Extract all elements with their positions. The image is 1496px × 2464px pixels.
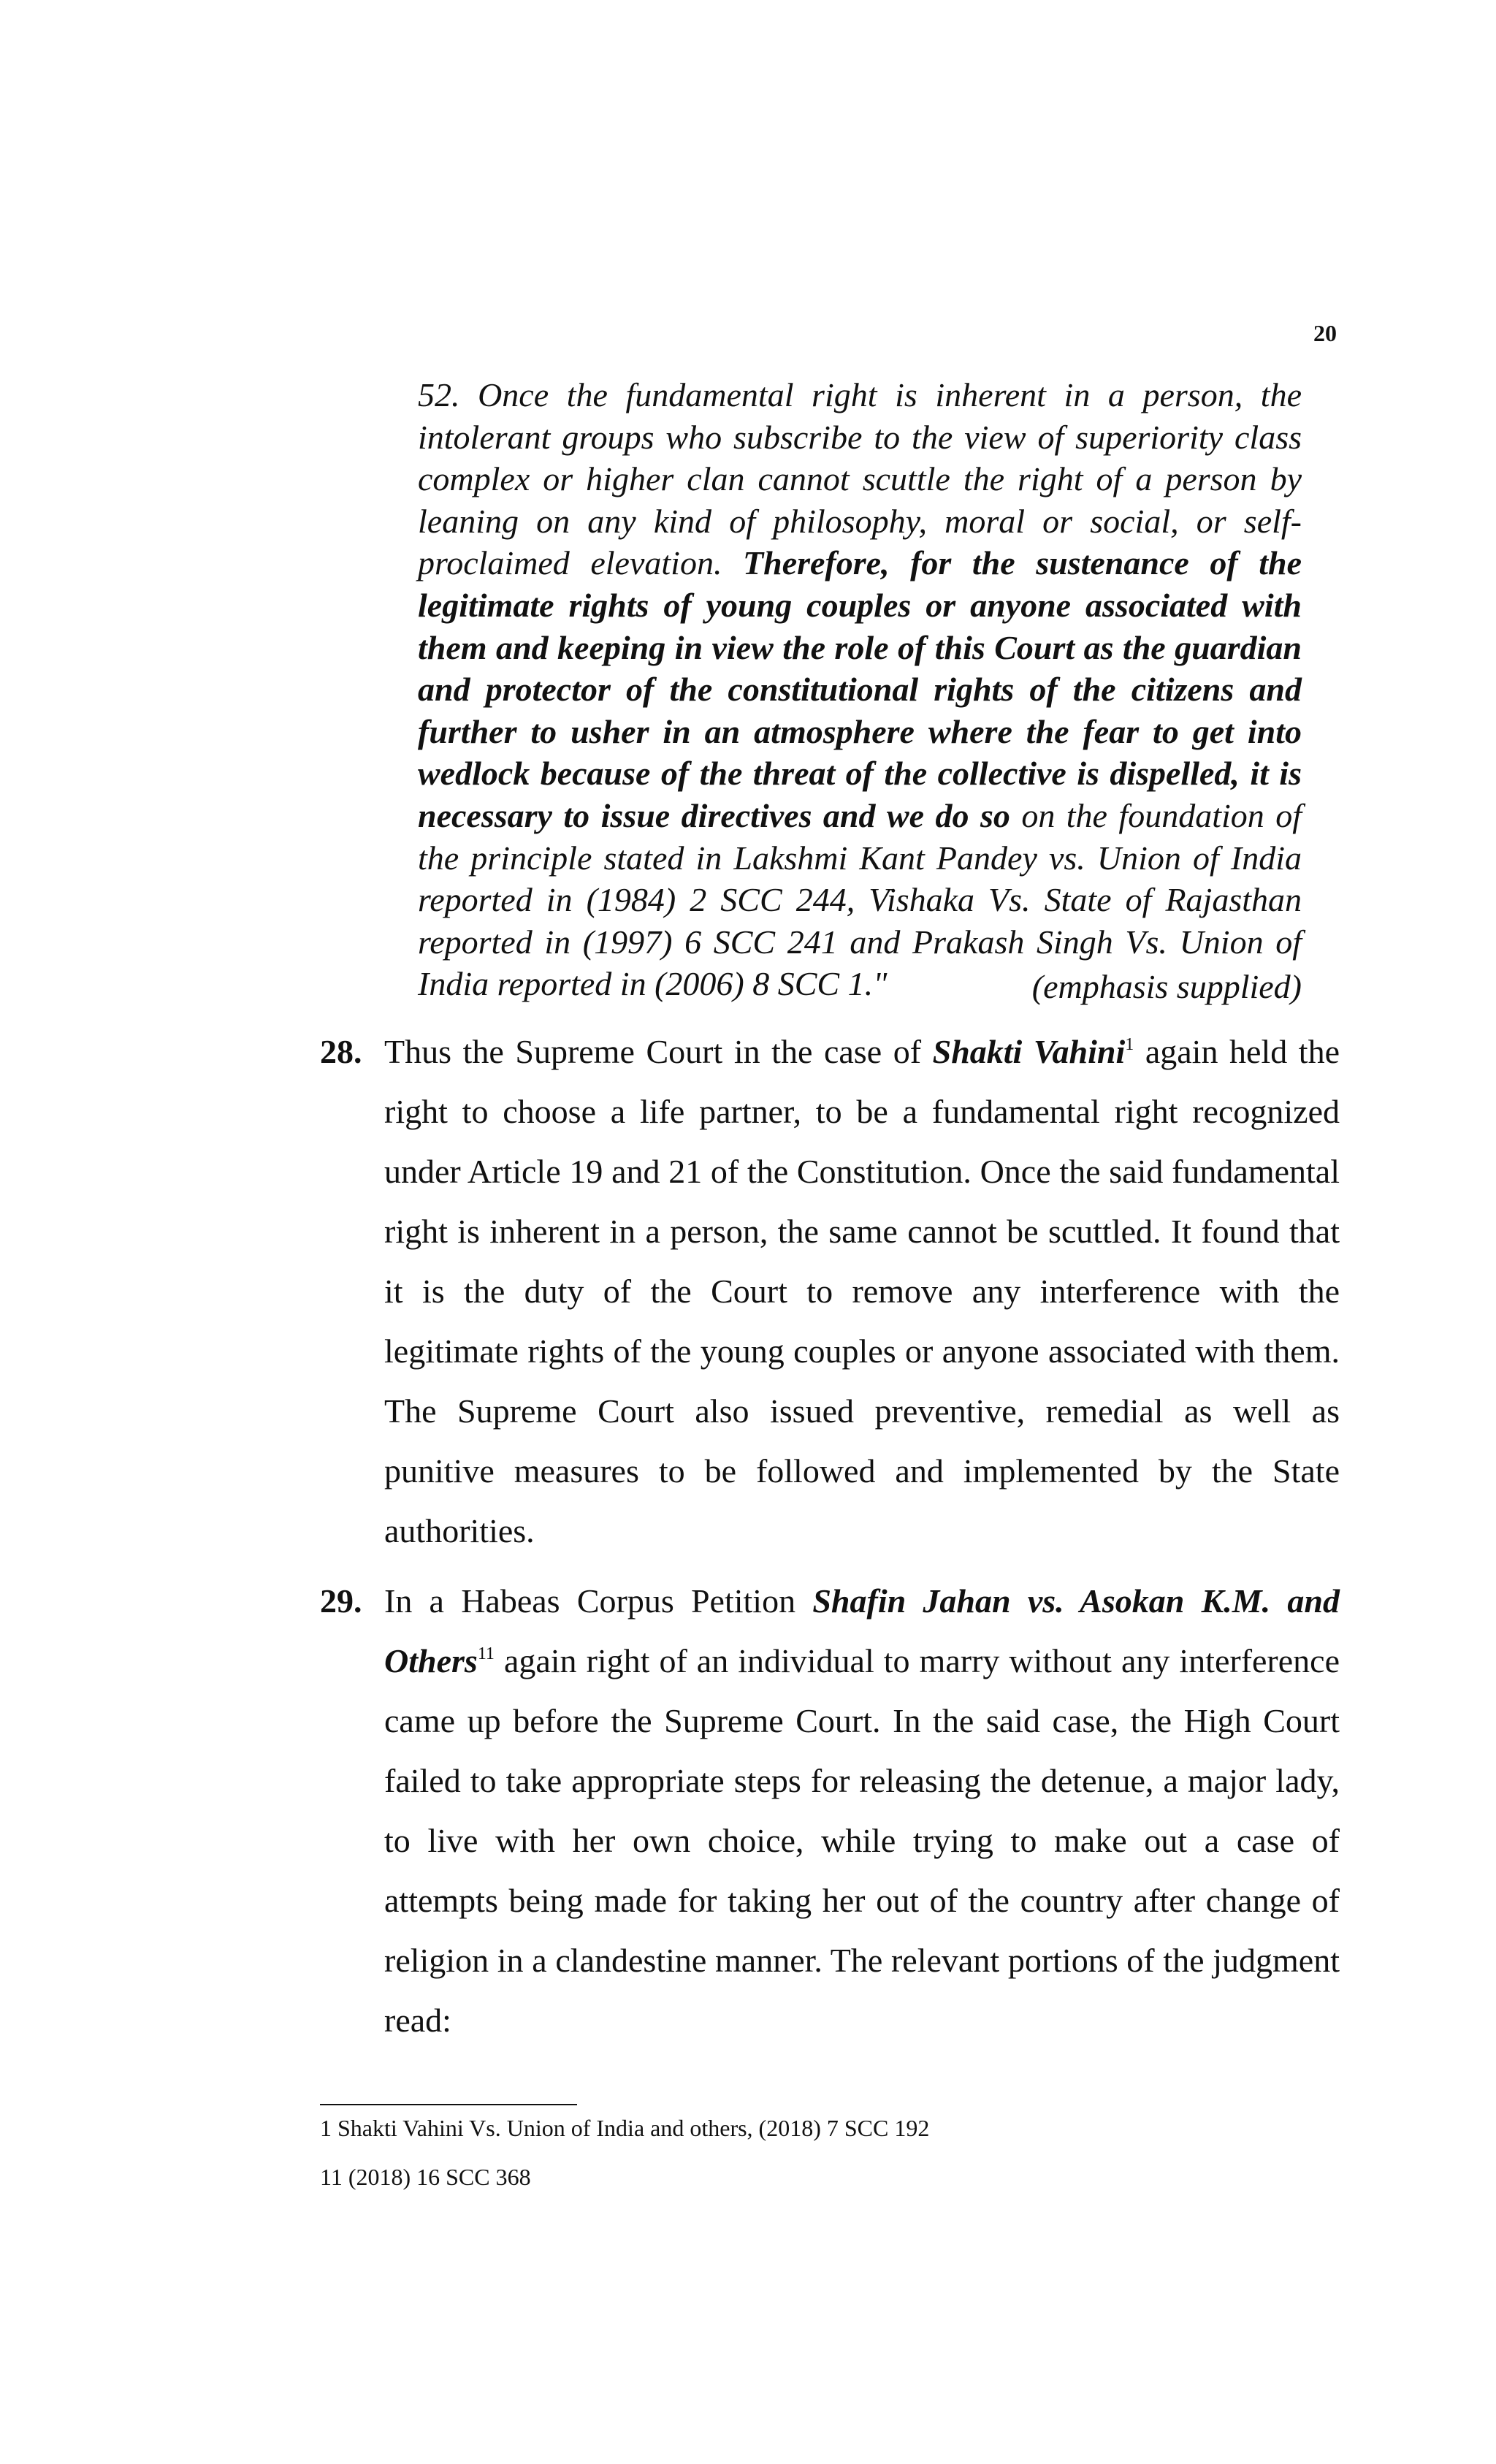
case-name: Shafin Jahan vs. Asokan K.M. and Others bbox=[384, 1582, 1340, 1679]
footnote-reference: 11 bbox=[477, 1644, 495, 1663]
quoted-paragraph-52 bbox=[418, 374, 1302, 1005]
paragraph-text-rest: again held the right to choose a life partner, to be a fundamental right recognized under Article 19 and 21 of the Constitution. Once the said fundamental right is inherent in a person, the same cannot be scuttled. It found that it is the duty of the Court to remove any interference with the legitimate rights of the young couples or anyone associated with them. The Supreme Court also issued preventive, remedial as well as punitive measures to be followed and implemented by the State authorities. bbox=[384, 1033, 1340, 1549]
footnote-reference: 1 bbox=[1125, 1035, 1134, 1054]
paragraph-text bbox=[384, 1022, 1340, 1561]
quote-text-start: 52. Once the fundamental right is inherent in a person, the intolerant groups who subscribe to the view of superiority class complex or higher clan cannot scuttle the right of a person by leaning on any kind of philosophy, moral or social, or self-proclaimed elevation. bbox=[418, 376, 1302, 582]
paragraph-number: 29. bbox=[320, 1582, 362, 1620]
footnote-11: 11 (2018) 16 SCC 368 bbox=[320, 2164, 531, 2190]
paragraph-text-start: Thus the Supreme Court in the case of bbox=[384, 1033, 922, 1070]
case-name: Shakti Vahini bbox=[932, 1033, 1126, 1070]
emphasis-supplied-note: (emphasis supplied) bbox=[1031, 968, 1302, 1005]
footnote-divider bbox=[320, 2104, 577, 2105]
paragraph-28 bbox=[320, 1022, 1340, 1561]
paragraph-text-rest: again right of an individual to marry without any interference came up before the Supreme Court. In the said case, the High Court failed to take appropriate steps for releasing the detenue, a major lady, to live with her own choice, while trying to make out a case of attempts being made for taking her out of the country after change of religion in a clandestine manner. The relevant portions of the judgment read: bbox=[384, 1642, 1340, 2039]
footnote-1: 1 Shakti Vahini Vs. Union of India and others, (2018) 7 SCC 192 bbox=[320, 2115, 930, 2141]
quote-text-end: on the foundation of the principle stated in Lakshmi Kant Pandey vs. Union of India reported in (1984) 2 SCC 244, Vishaka Vs. State of Rajasthan reported in (1997) 6 SCC 241 and Prakash Singh Vs. Union of India reported in (2006) 8 SCC 1." bbox=[418, 796, 1302, 1003]
page-number: 20 bbox=[1313, 320, 1337, 346]
quote-bold-text: Therefore, for the sustenance of the legitimate rights of young couples or anyone associated with them and keeping in view the role of this Court as the guardian and protector of the constitutional rights of the citizens and further to usher in an atmosphere where the fear to get into wedlock because of the threat of the collective is dispelled, it is necessary to issue directives and we do so bbox=[418, 544, 1302, 834]
paragraph-number: 28. bbox=[320, 1033, 362, 1070]
paragraph-29 bbox=[320, 1571, 1340, 2051]
paragraph-text-start: In a Habeas Corpus Petition bbox=[384, 1582, 796, 1620]
paragraph-text bbox=[384, 1571, 1340, 2051]
